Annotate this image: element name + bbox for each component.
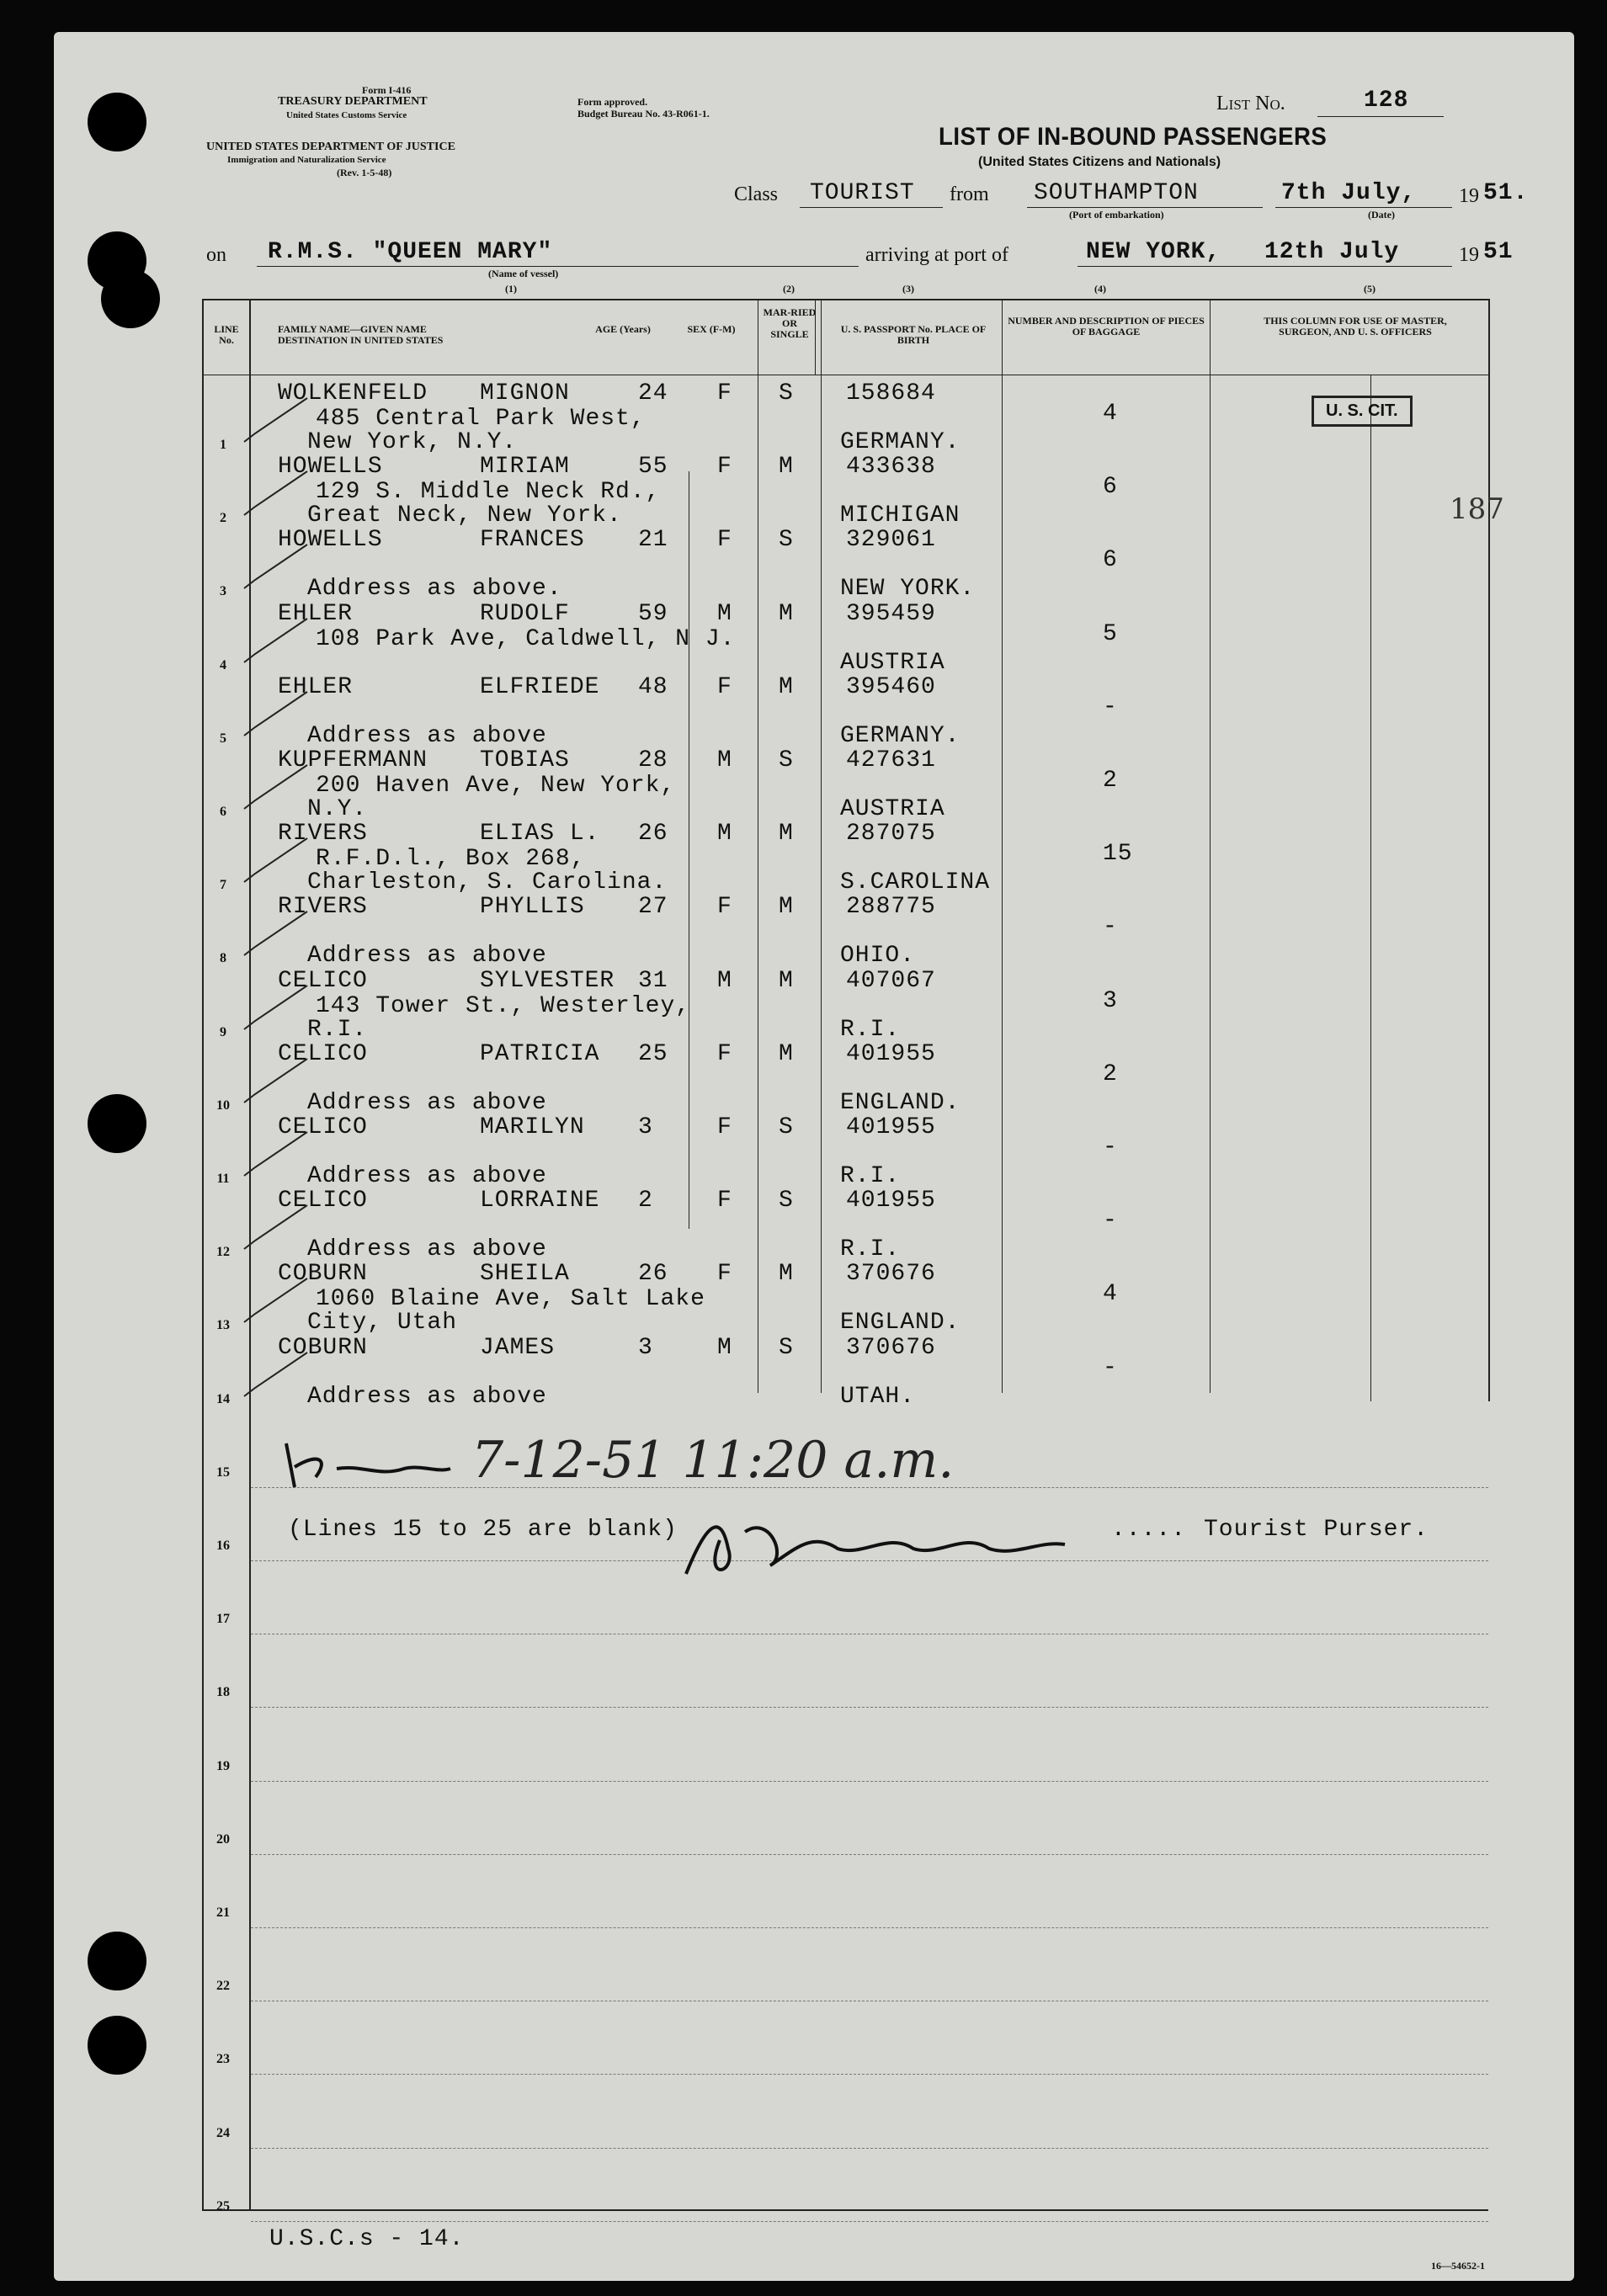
- line-number: 4: [220, 657, 226, 672]
- passenger-marital-status: M: [779, 673, 794, 700]
- binder-hole: [88, 1932, 146, 1990]
- passenger-birthplace: UTAH.: [840, 1383, 916, 1410]
- line-number: 1: [220, 438, 226, 452]
- header-passport: U. S. PASSPORT No. PLACE OF BIRTH: [840, 323, 987, 346]
- check-mark-stroke: [244, 1059, 307, 1103]
- handwritten-initials: [269, 1435, 463, 1494]
- justice-department: UNITED STATES DEPARTMENT OF JUSTICE: [206, 141, 455, 153]
- check-mark-icon: [240, 832, 316, 890]
- check-mark-stroke: [244, 398, 307, 442]
- passenger-marital-status: S: [779, 1334, 794, 1361]
- passenger-birthplace: R.I.: [840, 1163, 901, 1189]
- check-mark-stroke: [244, 471, 307, 515]
- line-number: 21: [216, 1905, 230, 1920]
- passenger-sex: F: [717, 1188, 732, 1214]
- passenger-given-name: LORRAINE: [480, 1188, 600, 1214]
- passenger-birthplace: ENGLAND.: [840, 1310, 960, 1337]
- list-no-value: 128: [1364, 88, 1409, 114]
- treasury-department: TREASURY DEPARTMENT: [278, 95, 428, 108]
- passenger-baggage: -: [1103, 1354, 1118, 1381]
- class-value: TOURIST: [810, 180, 915, 206]
- passenger-baggage: 2: [1103, 768, 1118, 794]
- line-number: 17: [216, 1612, 230, 1627]
- passenger-passport: 401955: [846, 1040, 936, 1067]
- blank-row-rule: [251, 1927, 1488, 1929]
- header-officers: THIS COLUMN FOR USE OF MASTER, SURGEON, AND U. S. OFFICERS: [1264, 315, 1447, 337]
- arrival-year-prefix: 19: [1459, 244, 1479, 266]
- check-mark-icon: [240, 979, 316, 1038]
- passenger-surname: COBURN: [278, 1261, 368, 1288]
- check-mark-icon: [240, 1125, 316, 1184]
- line-number: 7: [220, 878, 226, 893]
- table-top-border: [202, 299, 1488, 300]
- passenger-birthplace: S.CAROLINA: [840, 869, 991, 896]
- passenger-baggage: 5: [1103, 620, 1118, 647]
- passenger-given-name: ELFRIEDE: [480, 673, 600, 700]
- passenger-passport: 158684: [846, 380, 936, 407]
- passenger-sex: M: [717, 600, 732, 627]
- check-mark-icon: [240, 1346, 316, 1405]
- officer-note: 187: [1450, 492, 1504, 526]
- passenger-age: 48: [638, 673, 668, 700]
- check-mark-stroke: [244, 1353, 307, 1396]
- passenger-passport: 395459: [846, 600, 936, 627]
- check-mark-icon: [240, 905, 316, 964]
- passenger-address-2: Great Neck, New York.: [307, 502, 622, 529]
- check-mark-stroke: [244, 692, 307, 736]
- check-mark-icon: [240, 612, 316, 671]
- passenger-marital-status: M: [779, 894, 794, 921]
- table-right-border: [1488, 299, 1490, 1401]
- departure-year: 51.: [1483, 180, 1529, 206]
- line-number: 9: [220, 1024, 226, 1039]
- header-age: AGE (Years): [595, 323, 651, 335]
- arrival-port: NEW YORK,: [1086, 239, 1221, 265]
- passenger-address-2: Address as above: [307, 943, 547, 970]
- passenger-marital-status: M: [779, 821, 794, 848]
- passenger-address-1: 485 Central Park West,: [316, 406, 646, 432]
- line-number: 16: [216, 1539, 230, 1553]
- passenger-address-2: N.Y.: [307, 796, 368, 822]
- passenger-surname: CELICO: [278, 967, 368, 994]
- passenger-address-2: R.I.: [307, 1016, 368, 1043]
- passenger-sex: F: [717, 527, 732, 554]
- passenger-surname: EHLER: [278, 673, 354, 700]
- passenger-birthplace: GERMANY.: [840, 722, 960, 749]
- blank-row-rule: [251, 1781, 1488, 1783]
- class-underline: [800, 207, 943, 208]
- passenger-given-name: ELIAS L.: [480, 821, 600, 848]
- passenger-passport: 433638: [846, 454, 936, 481]
- passenger-marital-status: S: [779, 747, 794, 773]
- embarkation-port: SOUTHAMPTON: [1034, 180, 1199, 206]
- col-number: (5): [1364, 283, 1376, 295]
- passenger-passport: 329061: [846, 527, 936, 554]
- passenger-birthplace: MICHIGAN: [840, 502, 960, 529]
- line-number: 24: [216, 2125, 230, 2140]
- check-mark-stroke: [244, 1278, 307, 1322]
- passenger-address-1: R.F.D.l., Box 268,: [316, 846, 586, 873]
- port-embark-caption: (Port of embarkation): [1069, 209, 1164, 221]
- line-number: 14: [216, 1391, 230, 1406]
- passenger-surname: RIVERS: [278, 821, 368, 848]
- vessel-caption: (Name of vessel): [488, 268, 559, 279]
- purser-title: Tourist Purser.: [1204, 1517, 1429, 1543]
- passenger-baggage: 15: [1103, 841, 1133, 868]
- blank-row-rule: [251, 1634, 1488, 1635]
- form-approved: Form approved.: [577, 96, 648, 108]
- passenger-passport: 401955: [846, 1114, 936, 1140]
- date-underline: [1275, 207, 1452, 208]
- passenger-baggage: 6: [1103, 547, 1118, 574]
- passenger-sex: F: [717, 380, 732, 407]
- on-label: on: [206, 244, 226, 266]
- passenger-passport: 370676: [846, 1334, 936, 1361]
- passenger-age: 24: [638, 380, 668, 407]
- manifest-subtitle: (United States Citizens and Nationals): [978, 155, 1221, 169]
- check-mark-stroke: [244, 619, 307, 662]
- form-revision: (Rev. 1-5-48): [337, 167, 392, 178]
- passenger-sex: M: [717, 747, 732, 773]
- check-mark-icon: [240, 1052, 316, 1111]
- passenger-address-2: Address as above: [307, 1089, 547, 1116]
- passenger-sex: F: [717, 454, 732, 481]
- passenger-given-name: MIRIAM: [480, 454, 570, 481]
- vessel-underline: [257, 266, 859, 267]
- passenger-surname: CELICO: [278, 1114, 368, 1140]
- check-mark-icon: [240, 391, 316, 450]
- passenger-birthplace: R.I.: [840, 1236, 901, 1263]
- passenger-passport: 427631: [846, 747, 936, 773]
- blank-row-rule: [251, 2148, 1488, 2150]
- passenger-age: 26: [638, 1261, 668, 1288]
- class-label: Class: [734, 183, 779, 205]
- from-underline: [1027, 207, 1263, 208]
- customs-service: United States Customs Service: [286, 110, 407, 120]
- check-mark-stroke: [244, 765, 307, 809]
- budget-bureau: Budget Bureau No. 43-R061-1.: [577, 108, 710, 120]
- passenger-age: 27: [638, 894, 668, 921]
- check-mark-icon: [240, 538, 316, 597]
- header-sex: SEX (F-M): [687, 323, 736, 335]
- passenger-birthplace: AUSTRIA: [840, 796, 945, 822]
- blank-row-rule: [251, 2001, 1488, 2002]
- passenger-address-2: City, Utah: [307, 1310, 458, 1337]
- passenger-given-name: SYLVESTER: [480, 967, 615, 994]
- vessel-name: R.M.S. "QUEEN MARY": [268, 239, 553, 265]
- passenger-baggage: 2: [1103, 1060, 1118, 1087]
- passenger-address-2: Address as above: [307, 1163, 547, 1189]
- line-number: 11: [216, 1172, 230, 1186]
- departure-date: 7th July,: [1281, 180, 1417, 206]
- check-mark-icon: [240, 1272, 316, 1331]
- passenger-age: 21: [638, 527, 668, 554]
- passenger-surname: EHLER: [278, 600, 354, 627]
- from-label: from: [950, 183, 989, 205]
- passenger-given-name: SHEILA: [480, 1261, 570, 1288]
- passenger-surname: HOWELLS: [278, 527, 383, 554]
- line-number: 5: [220, 731, 226, 746]
- us-citizen-stamp: U. S. CIT.: [1312, 396, 1413, 427]
- passenger-age: 55: [638, 454, 668, 481]
- passenger-address-1: 108 Park Ave, Caldwell, N J.: [316, 625, 736, 652]
- passenger-sex: M: [717, 1334, 732, 1361]
- line-number: 2: [220, 511, 226, 526]
- blank-lines-note: (Lines 15 to 25 are blank): [288, 1517, 678, 1543]
- line-number: 10: [216, 1098, 230, 1113]
- line-number: 20: [216, 1831, 230, 1847]
- passenger-baggage: 6: [1103, 474, 1118, 501]
- passenger-address-2: Address as above: [307, 722, 547, 749]
- binder-hole: [88, 1094, 146, 1153]
- binder-hole: [101, 269, 160, 328]
- passenger-passport: 395460: [846, 673, 936, 700]
- departure-year-prefix: 19: [1459, 185, 1479, 207]
- list-no-underline: [1317, 116, 1444, 117]
- signature-dots: .....: [1111, 1517, 1187, 1543]
- passenger-passport: 288775: [846, 894, 936, 921]
- passenger-sex: F: [717, 1114, 732, 1140]
- line-number: 6: [220, 805, 226, 819]
- line-number: 15: [216, 1464, 230, 1480]
- line-number: 22: [216, 1979, 230, 1994]
- passenger-baggage: -: [1103, 1208, 1118, 1235]
- passenger-passport: 370676: [846, 1261, 936, 1288]
- passenger-given-name: MARILYN: [480, 1114, 585, 1140]
- passenger-birthplace: ENGLAND.: [840, 1089, 960, 1116]
- passenger-surname: CELICO: [278, 1188, 368, 1214]
- passenger-surname: HOWELLS: [278, 454, 383, 481]
- passenger-sex: F: [717, 1261, 732, 1288]
- passenger-surname: RIVERS: [278, 894, 368, 921]
- manifest-title: LIST OF IN-BOUND PASSENGERS: [939, 123, 1328, 151]
- passenger-age: 2: [638, 1188, 653, 1214]
- header-baggage: NUMBER AND DESCRIPTION OF PIECES OF BAGGAGE: [1008, 315, 1205, 337]
- passenger-baggage: 4: [1103, 401, 1118, 427]
- passport-divider: [821, 299, 822, 1393]
- line-number: 18: [216, 1685, 230, 1700]
- check-mark-stroke: [244, 1132, 307, 1176]
- passenger-address-1: 200 Haven Ave, New York,: [316, 773, 676, 799]
- passenger-birthplace: R.I.: [840, 1016, 901, 1043]
- check-mark-stroke: [244, 911, 307, 955]
- passenger-marital-status: M: [779, 454, 794, 481]
- arrival-year: 51: [1483, 239, 1514, 265]
- line-number: 23: [216, 2052, 230, 2067]
- arriving-label: arriving at port of: [865, 244, 1008, 266]
- check-mark-icon: [240, 685, 316, 744]
- passenger-baggage: -: [1103, 694, 1118, 720]
- passenger-birthplace: AUSTRIA: [840, 649, 945, 676]
- header-married: MAR-RIED OR SINGLE: [763, 306, 817, 340]
- line-number: 25: [216, 2198, 230, 2214]
- form-number: Form I-416: [362, 84, 412, 96]
- footer-form-code: U.S.C.s - 14.: [269, 2226, 465, 2252]
- passenger-given-name: PATRICIA: [480, 1040, 600, 1067]
- passenger-address-2: New York, N.Y.: [307, 429, 518, 455]
- passenger-sex: M: [717, 821, 732, 848]
- passenger-marital-status: M: [779, 1040, 794, 1067]
- line-number: 12: [216, 1245, 230, 1260]
- passenger-given-name: FRANCES: [480, 527, 585, 554]
- line-number: 3: [220, 584, 226, 599]
- passenger-birthplace: NEW YORK.: [840, 576, 976, 603]
- handwritten-date-time: 7-12-51 11:20 a.m.: [471, 1431, 955, 1490]
- passport-right-divider: [1002, 299, 1003, 1393]
- blank-row-rule: [251, 2074, 1488, 2075]
- blank-row-rule: [251, 1707, 1488, 1709]
- check-mark-icon: [240, 758, 316, 817]
- passenger-baggage: -: [1103, 914, 1118, 941]
- passenger-sex: F: [717, 1040, 732, 1067]
- passenger-sex: M: [717, 967, 732, 994]
- passenger-address-2: Address as above.: [307, 576, 562, 603]
- blank-row-rule: [251, 1854, 1488, 1856]
- passenger-address-2: Address as above: [307, 1383, 547, 1410]
- passenger-address-2: Charleston, S. Carolina.: [307, 869, 668, 896]
- passenger-passport: 407067: [846, 967, 936, 994]
- passenger-age: 26: [638, 821, 668, 848]
- col-number: (4): [1094, 283, 1106, 295]
- passenger-age: 25: [638, 1040, 668, 1067]
- initials-stroke: [286, 1443, 450, 1487]
- passenger-given-name: TOBIAS: [480, 747, 570, 773]
- line-number: 19: [216, 1758, 230, 1773]
- passenger-marital-status: S: [779, 1188, 794, 1214]
- passenger-address-1: 129 S. Middle Neck Rd.,: [316, 479, 661, 506]
- signature-stroke: [686, 1527, 1065, 1574]
- header-line-no: LINE No.: [214, 323, 239, 346]
- passenger-surname: KUPFERMANN: [278, 747, 428, 773]
- arrival-date: 12th July: [1264, 239, 1400, 265]
- passenger-birthplace: OHIO.: [840, 943, 916, 970]
- check-mark-stroke: [244, 545, 307, 588]
- ins-name: Immigration and Naturalization Service: [227, 155, 386, 165]
- passenger-baggage: 3: [1103, 987, 1118, 1014]
- passenger-surname: WOLKENFELD: [278, 380, 428, 407]
- passenger-sex: F: [717, 673, 732, 700]
- line-number: 8: [220, 951, 226, 966]
- passenger-marital-status: S: [779, 380, 794, 407]
- passenger-passport: 401955: [846, 1188, 936, 1214]
- purser-signature: [669, 1498, 1216, 1591]
- passenger-age: 3: [638, 1334, 653, 1361]
- check-mark-icon: [240, 1198, 316, 1257]
- passenger-passport: 287075: [846, 821, 936, 848]
- binder-hole: [88, 2016, 146, 2075]
- passenger-given-name: RUDOLF: [480, 600, 570, 627]
- passenger-birthplace: GERMANY.: [840, 429, 960, 455]
- col-number: (3): [902, 283, 914, 295]
- passenger-given-name: JAMES: [480, 1334, 556, 1361]
- passenger-marital-status: M: [779, 967, 794, 994]
- passenger-baggage: 4: [1103, 1281, 1118, 1308]
- passenger-address-1: 143 Tower St., Westerley,: [316, 992, 691, 1019]
- passenger-age: 3: [638, 1114, 653, 1140]
- table-bottom-border: [202, 2209, 1488, 2211]
- check-mark-stroke: [244, 1205, 307, 1249]
- check-mark-icon: [240, 465, 316, 524]
- check-mark-stroke: [244, 838, 307, 882]
- passenger-baggage: -: [1103, 1135, 1118, 1161]
- passenger-address-1: 1060 Blaine Ave, Salt Lake: [316, 1286, 705, 1313]
- blank-row-rule: [251, 2221, 1488, 2223]
- binder-hole: [88, 93, 146, 151]
- passenger-age: 31: [638, 967, 668, 994]
- passenger-marital-status: M: [779, 1261, 794, 1288]
- passenger-sex: F: [717, 894, 732, 921]
- passenger-age: 28: [638, 747, 668, 773]
- date-caption: (Date): [1368, 209, 1395, 221]
- passenger-marital-status: S: [779, 1114, 794, 1140]
- passenger-address-2: Address as above: [307, 1236, 547, 1263]
- arrival-underline: [1078, 266, 1452, 267]
- baggage-right-divider: [1210, 299, 1211, 1393]
- col-number: (2): [783, 283, 795, 295]
- header-name: FAMILY NAME—GIVEN NAME DESTINATION IN UNITED STATES: [278, 323, 444, 346]
- footer-print-code: 16—54652-1: [1431, 2260, 1485, 2272]
- passenger-marital-status: M: [779, 600, 794, 627]
- list-no-label: List No.: [1216, 93, 1285, 114]
- passenger-marital-status: S: [779, 527, 794, 554]
- check-mark-stroke: [244, 986, 307, 1029]
- passenger-given-name: PHYLLIS: [480, 894, 585, 921]
- passenger-surname: COBURN: [278, 1334, 368, 1361]
- col-number: (1): [505, 283, 517, 295]
- line-number: 13: [216, 1318, 230, 1333]
- passenger-surname: CELICO: [278, 1040, 368, 1067]
- passenger-age: 59: [638, 600, 668, 627]
- officers-inner-divider: [1370, 375, 1371, 1401]
- passenger-given-name: MIGNON: [480, 380, 570, 407]
